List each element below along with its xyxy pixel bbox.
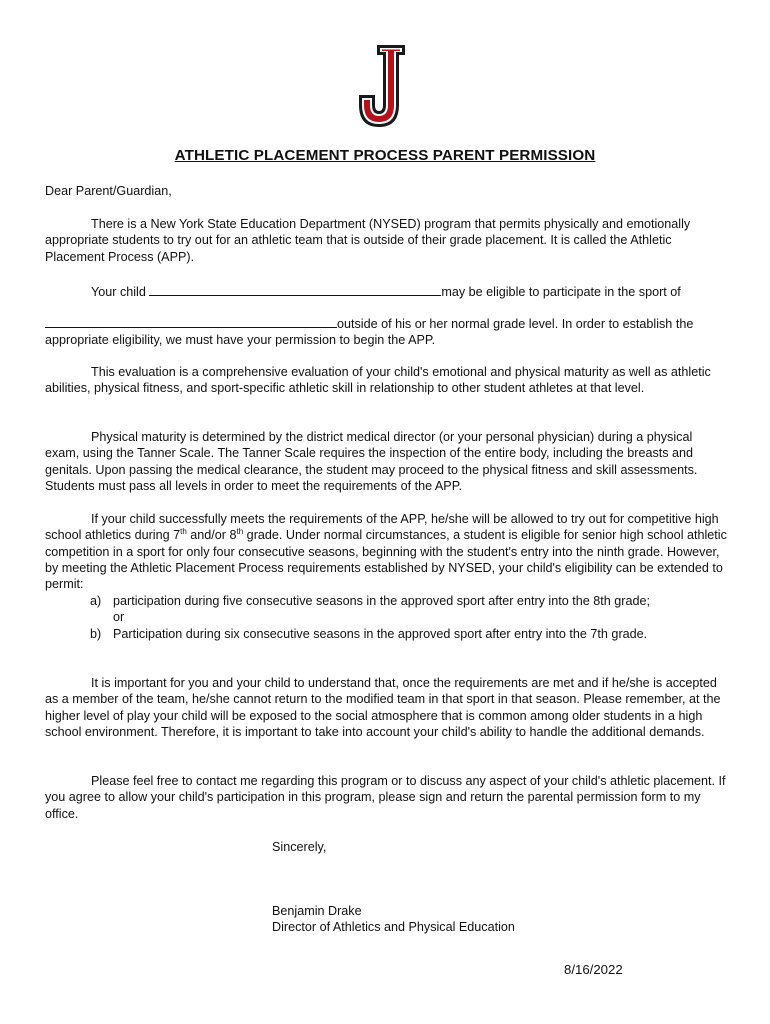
list-item	[90, 593, 650, 626]
list-marker: a)	[90, 594, 102, 608]
signer-title: Director of Athletics and Physical Education	[272, 920, 515, 934]
signer-name: Benjamin Drake	[272, 904, 362, 918]
eligible-sport-label: may be eligible to participate in the sport of	[441, 285, 681, 299]
paragraph-evaluation: This evaluation is a comprehensive evaluation of your child's emotional and physical maturity as well as athletic abilities, physical fitness, and sport-specific athletic skill in relationship to other student athletes at that level.	[45, 365, 711, 396]
letter-date: 8/16/2022	[564, 962, 623, 977]
eligibility-text-b: and/or 8	[186, 528, 237, 543]
sport-name-blank[interactable]	[45, 315, 337, 328]
child-name-blank[interactable]	[149, 283, 441, 296]
closing: Sincerely,	[272, 840, 327, 854]
superscript-th-2: th	[236, 527, 244, 537]
salutation: Dear Parent/Guardian,	[45, 184, 172, 198]
paragraph-child-sport-cont	[45, 315, 730, 349]
paragraph-child-sport	[45, 283, 730, 300]
page-title: ATHLETIC PLACEMENT PROCESS PARENT PERMISSION	[174, 147, 596, 164]
eligibility-text-a: If your child successfully meets the requirements of the APP, he/she will be allowed to try out for competitive high school athletics during 7	[45, 512, 719, 543]
paragraph-important: It is important for you and your child to understand that, once the requirements are met and if he/she is accepted as a member of the team, he/she cannot return to the modified team in that sport in that season. Please remember, at the higher level of play your child will be exposed to the social atmosphere that is common among older students in a high school environment. Therefore, it is important to take into account your child's ability to handle the additional demands.	[45, 676, 721, 739]
your-child-label: Your child	[91, 285, 146, 299]
paragraph-physical-maturity: Physical maturity is determined by the district medical director (or your personal physician) during a physical exam, using the Tanner Scale. The Tanner Scale requires the inspection of the entire body, including the breasts and genitals. Upon passing the medical clearance, the student may proceed to the physical fitness and skill assessments. Students must pass all levels in order to meet the requirements of the APP.	[45, 430, 698, 493]
outside-grade-text: outside of his or her normal grade level. In order to establish the appropriate eligibility, we must have your permission to begin the APP.	[45, 317, 694, 348]
paragraph-intro: There is a New York State Education Department (NYSED) program that permits physically and emotionally appropriate students to try out for an athletic team that is outside of their grade placement. It is called the Athletic Placement Process (APP).	[45, 217, 691, 264]
paragraph-contact: Please feel free to contact me regarding this program or to discuss any aspect of your child's athletic placement. If you agree to allow your child's participation in this program, please sign and return the parental permission form to my office.	[45, 774, 726, 821]
list-marker: b)	[90, 626, 102, 641]
list-item	[90, 626, 650, 642]
eligibility-list	[90, 593, 650, 642]
eligibility-text-c: grade. Under normal circumstances, a student is eligible for senior high school athletic competition in a sport for only four consecutive seasons, beginning with the student's entry into the ninth grade. However, by meeting the Athletic Placement Process requirements established by NYSED, your child's eligibility can be extended to permit:	[45, 528, 727, 592]
school-j-logo	[355, 43, 409, 129]
paragraph-eligibility	[45, 511, 730, 592]
list-item-text: participation during five consecutive seasons in the approved sport after entry into the 8th grade; or	[113, 594, 650, 625]
list-item-text: Participation during six consecutive seasons in the approved sport after entry into the 7th grade.	[113, 626, 648, 641]
superscript-th-1: th	[180, 527, 187, 537]
